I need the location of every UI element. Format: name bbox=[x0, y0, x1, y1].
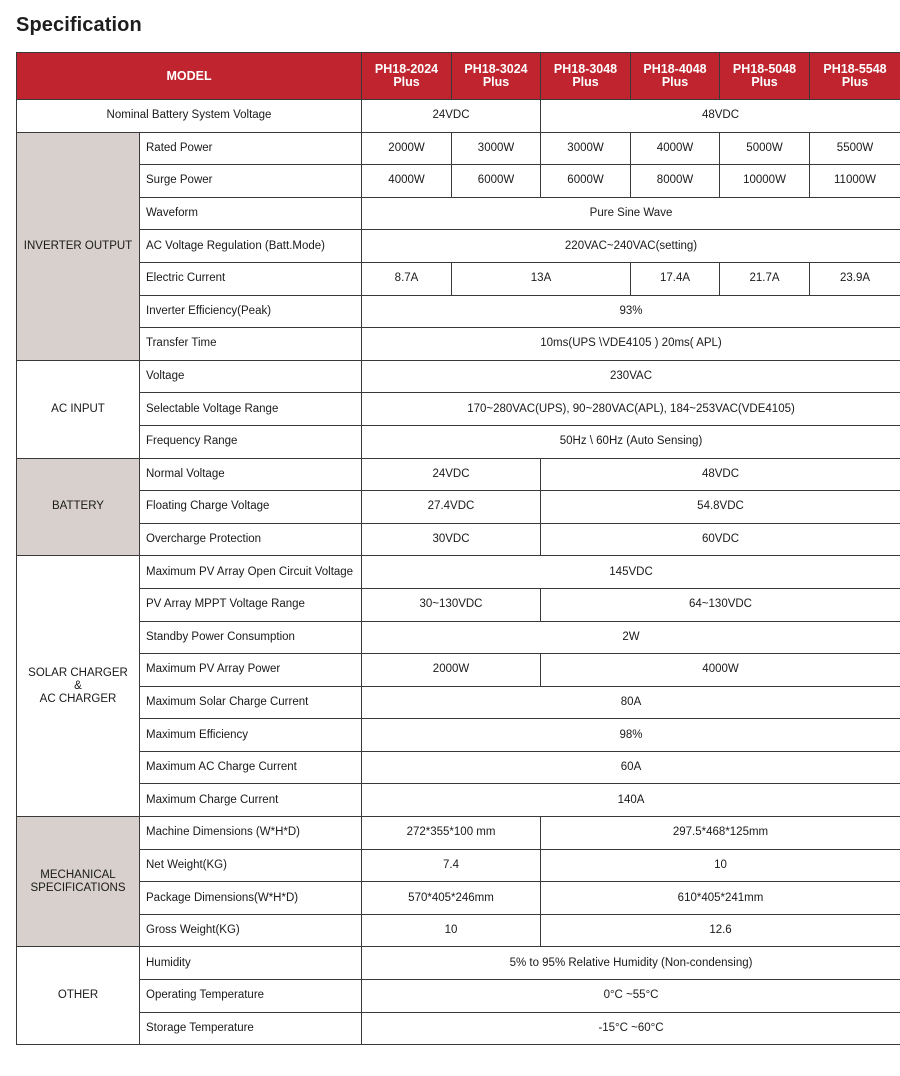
value-cell: 60A bbox=[362, 751, 900, 784]
value-cell: 7.4 bbox=[362, 849, 541, 882]
value-cell: 6000W bbox=[541, 165, 631, 198]
model-header-cell: PH18-3024 Plus bbox=[452, 53, 541, 100]
table-row bbox=[17, 523, 900, 556]
value-cell: 60VDC bbox=[541, 523, 900, 556]
value-cell: 12.6 bbox=[541, 914, 900, 947]
value-cell: 3000W bbox=[541, 132, 631, 165]
value-cell: 2000W bbox=[362, 654, 541, 687]
row-label: Frequency Range bbox=[140, 425, 362, 458]
row-label: Maximum PV Array Open Circuit Voltage bbox=[140, 556, 362, 589]
model-header-cell: PH18-5048 Plus bbox=[720, 53, 810, 100]
specification-table bbox=[16, 52, 900, 1045]
value-cell: 230VAC bbox=[362, 360, 900, 393]
table-row bbox=[17, 1012, 900, 1045]
value-cell: 17.4A bbox=[631, 262, 720, 295]
table-row bbox=[17, 980, 900, 1013]
category-ac-input: AC INPUT bbox=[17, 360, 140, 458]
value-cell: 10000W bbox=[720, 165, 810, 198]
value-cell: 145VDC bbox=[362, 556, 900, 589]
row-label: Transfer Time bbox=[140, 328, 362, 361]
model-header-cell: PH18-2024 Plus bbox=[362, 53, 452, 100]
value-cell: 5% to 95% Relative Humidity (Non-condensing) bbox=[362, 947, 900, 980]
table-row bbox=[17, 458, 900, 491]
table-row bbox=[17, 588, 900, 621]
value-cell: 2000W bbox=[362, 132, 452, 165]
table-row bbox=[17, 882, 900, 915]
table-row bbox=[17, 751, 900, 784]
table-row bbox=[17, 425, 900, 458]
value-cell: 93% bbox=[362, 295, 900, 328]
value-cell: 27.4VDC bbox=[362, 491, 541, 524]
row-label: Maximum Solar Charge Current bbox=[140, 686, 362, 719]
row-label: Nominal Battery System Voltage bbox=[17, 100, 362, 133]
category-other: OTHER bbox=[17, 947, 140, 1045]
value-cell: 30VDC bbox=[362, 523, 541, 556]
row-label: Operating Temperature bbox=[140, 980, 362, 1013]
table-row bbox=[17, 719, 900, 752]
model-header: MODEL bbox=[17, 53, 362, 100]
row-label: Inverter Efficiency(Peak) bbox=[140, 295, 362, 328]
value-cell: 24VDC bbox=[362, 458, 541, 491]
value-cell: 140A bbox=[362, 784, 900, 817]
model-header-cell: PH18-5548 Plus bbox=[810, 53, 900, 100]
row-label: Machine Dimensions (W*H*D) bbox=[140, 817, 362, 850]
value-cell: 610*405*241mm bbox=[541, 882, 900, 915]
table-row bbox=[17, 849, 900, 882]
table-row bbox=[17, 556, 900, 589]
row-label: Voltage bbox=[140, 360, 362, 393]
value-cell: 8000W bbox=[631, 165, 720, 198]
row-label: PV Array MPPT Voltage Range bbox=[140, 588, 362, 621]
value-cell: 4000W bbox=[631, 132, 720, 165]
value-cell: 5000W bbox=[720, 132, 810, 165]
table-row bbox=[17, 686, 900, 719]
value-cell: 4000W bbox=[541, 654, 900, 687]
value-cell: 10 bbox=[541, 849, 900, 882]
table-row bbox=[17, 262, 900, 295]
value-cell: 170~280VAC(UPS), 90~280VAC(APL), 184~253VAC(VDE4105) bbox=[362, 393, 900, 426]
value-cell: 8.7A bbox=[362, 262, 452, 295]
table-row bbox=[17, 132, 900, 165]
table-row bbox=[17, 100, 900, 133]
row-label: Standby Power Consumption bbox=[140, 621, 362, 654]
model-header-cell: PH18-4048 Plus bbox=[631, 53, 720, 100]
table-row bbox=[17, 491, 900, 524]
row-label: Net Weight(KG) bbox=[140, 849, 362, 882]
row-label: Selectable Voltage Range bbox=[140, 393, 362, 426]
value-cell: 48VDC bbox=[541, 458, 900, 491]
table-row bbox=[17, 621, 900, 654]
row-label: Rated Power bbox=[140, 132, 362, 165]
value-cell: 24VDC bbox=[362, 100, 541, 133]
value-cell: 297.5*468*125mm bbox=[541, 817, 900, 850]
value-cell: 10 bbox=[362, 914, 541, 947]
value-cell: 98% bbox=[362, 719, 900, 752]
row-label: Surge Power bbox=[140, 165, 362, 198]
category-solar-ac-charger: SOLAR CHARGER & AC CHARGER bbox=[17, 556, 140, 817]
page-title: Specification bbox=[16, 14, 142, 36]
value-cell: 50Hz \ 60Hz (Auto Sensing) bbox=[362, 425, 900, 458]
value-cell: 23.9A bbox=[810, 262, 900, 295]
value-cell: 0°C ~55°C bbox=[362, 980, 900, 1013]
value-cell: 570*405*246mm bbox=[362, 882, 541, 915]
table-row bbox=[17, 360, 900, 393]
row-label: Electric Current bbox=[140, 262, 362, 295]
table-row bbox=[17, 295, 900, 328]
table-row bbox=[17, 393, 900, 426]
row-label: Waveform bbox=[140, 197, 362, 230]
row-label: Maximum AC Charge Current bbox=[140, 751, 362, 784]
row-label: Overcharge Protection bbox=[140, 523, 362, 556]
value-cell: 48VDC bbox=[541, 100, 900, 133]
value-cell: 80A bbox=[362, 686, 900, 719]
row-label: Floating Charge Voltage bbox=[140, 491, 362, 524]
row-label: Maximum Charge Current bbox=[140, 784, 362, 817]
value-cell: 2W bbox=[362, 621, 900, 654]
table-row bbox=[17, 654, 900, 687]
value-cell: 10ms(UPS \VDE4105 ) 20ms( APL) bbox=[362, 328, 900, 361]
value-cell: -15°C ~60°C bbox=[362, 1012, 900, 1045]
category-battery: BATTERY bbox=[17, 458, 140, 556]
table-row bbox=[17, 947, 900, 980]
value-cell: 3000W bbox=[452, 132, 541, 165]
row-label: AC Voltage Regulation (Batt.Mode) bbox=[140, 230, 362, 263]
value-cell: Pure Sine Wave bbox=[362, 197, 900, 230]
table-row bbox=[17, 328, 900, 361]
value-cell: 11000W bbox=[810, 165, 900, 198]
value-cell: 30~130VDC bbox=[362, 588, 541, 621]
value-cell: 64~130VDC bbox=[541, 588, 900, 621]
model-header-cell: PH18-3048 Plus bbox=[541, 53, 631, 100]
value-cell: 54.8VDC bbox=[541, 491, 900, 524]
header-row bbox=[17, 53, 900, 100]
value-cell: 4000W bbox=[362, 165, 452, 198]
row-label: Storage Temperature bbox=[140, 1012, 362, 1045]
value-cell: 5500W bbox=[810, 132, 900, 165]
value-cell: 272*355*100 mm bbox=[362, 817, 541, 850]
row-label: Gross Weight(KG) bbox=[140, 914, 362, 947]
row-label: Package Dimensions(W*H*D) bbox=[140, 882, 362, 915]
category-mechanical: MECHANICAL SPECIFICATIONS bbox=[17, 817, 140, 947]
category-inverter-output: INVERTER OUTPUT bbox=[17, 132, 140, 360]
row-label: Humidity bbox=[140, 947, 362, 980]
table-row bbox=[17, 165, 900, 198]
table-row bbox=[17, 784, 900, 817]
row-label: Maximum PV Array Power bbox=[140, 654, 362, 687]
value-cell: 21.7A bbox=[720, 262, 810, 295]
row-label: Maximum Efficiency bbox=[140, 719, 362, 752]
table-row bbox=[17, 914, 900, 947]
row-label: Normal Voltage bbox=[140, 458, 362, 491]
table-row bbox=[17, 197, 900, 230]
table-row bbox=[17, 817, 900, 850]
table-row bbox=[17, 230, 900, 263]
value-cell: 13A bbox=[452, 262, 631, 295]
value-cell: 6000W bbox=[452, 165, 541, 198]
value-cell: 220VAC~240VAC(setting) bbox=[362, 230, 900, 263]
